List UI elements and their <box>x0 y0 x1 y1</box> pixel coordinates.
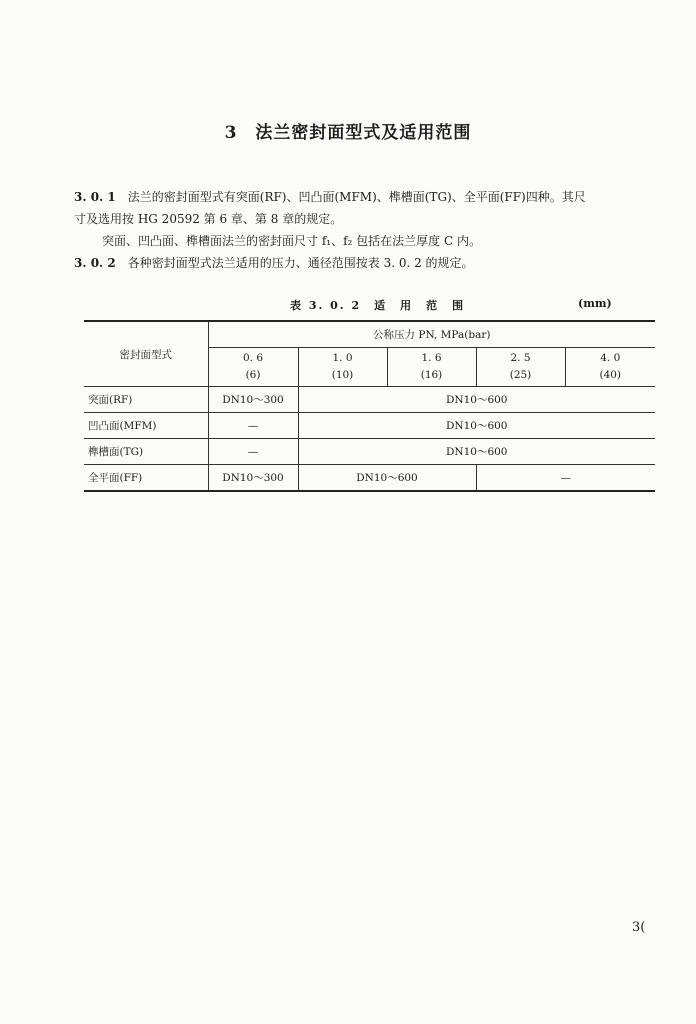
clause-text: 各种密封面型式法兰适用的压力、通径范围按表 3. 0. 2 的规定。 <box>127 256 474 270</box>
clause-number: 3. 0. 2 <box>74 256 116 270</box>
clause-text: 法兰的密封面型式有突面(RF)、凹凸面(MFM)、榫槽面(TG)、全平面(FF)四种。其尺 <box>127 190 586 204</box>
range-cell: DN10～300 <box>208 465 298 492</box>
pressure-cell: 1. 6 (16) <box>387 348 476 387</box>
facing-type-cell: 凹凸面(MFM) <box>84 413 208 439</box>
pressure-cell: 4. 0 (40) <box>565 348 655 387</box>
clause-3-0-2 <box>74 253 474 273</box>
range-cell: DN10～600 <box>298 439 655 465</box>
table-unit: (mm) <box>578 297 612 310</box>
row-header-cell: 密封面型式 <box>84 321 208 387</box>
section-title: 法兰密封面型式及适用范围 <box>255 123 472 143</box>
clause-number: 3. 0. 1 <box>74 190 116 204</box>
clause-3-0-1 <box>74 187 586 207</box>
table-row <box>84 465 655 492</box>
clause-3-0-1-note: 突面、凹凸面、榫槽面法兰的密封面尺寸 f₁、f₂ 包括在法兰厚度 C 内。 <box>102 234 481 248</box>
pressure-cell: 1. 0 (10) <box>298 348 387 387</box>
facing-type-cell: 全平面(FF) <box>84 465 208 492</box>
section-number: 3 <box>224 123 238 143</box>
range-cell: DN10～300 <box>208 387 298 413</box>
application-range-table <box>84 320 655 492</box>
table-title: 表 3. 0. 2 适 用 范 围 <box>290 299 466 312</box>
range-cell: — <box>208 413 298 439</box>
range-cell: DN10～600 <box>298 387 655 413</box>
table-row <box>84 439 655 465</box>
clause-3-0-1-continued: 寸及选用按 HG 20592 第 6 章、第 8 章的规定。 <box>74 212 343 226</box>
range-cell: DN10～600 <box>298 465 476 492</box>
facing-type-cell: 榫槽面(TG) <box>84 439 208 465</box>
section-heading <box>0 118 696 143</box>
range-cell: — <box>208 439 298 465</box>
range-cell: DN10～600 <box>298 413 655 439</box>
pressure-cell: 0. 6 (6) <box>208 348 298 387</box>
range-cell: — <box>476 465 655 492</box>
table-row <box>84 413 655 439</box>
page-number: 3( <box>632 920 646 935</box>
table-row <box>84 387 655 413</box>
table-header-row <box>84 321 655 348</box>
pressure-header-cell: 公称压力 PN, MPa(bar) <box>208 321 655 348</box>
facing-type-cell: 突面(RF) <box>84 387 208 413</box>
pressure-cell: 2. 5 (25) <box>476 348 565 387</box>
